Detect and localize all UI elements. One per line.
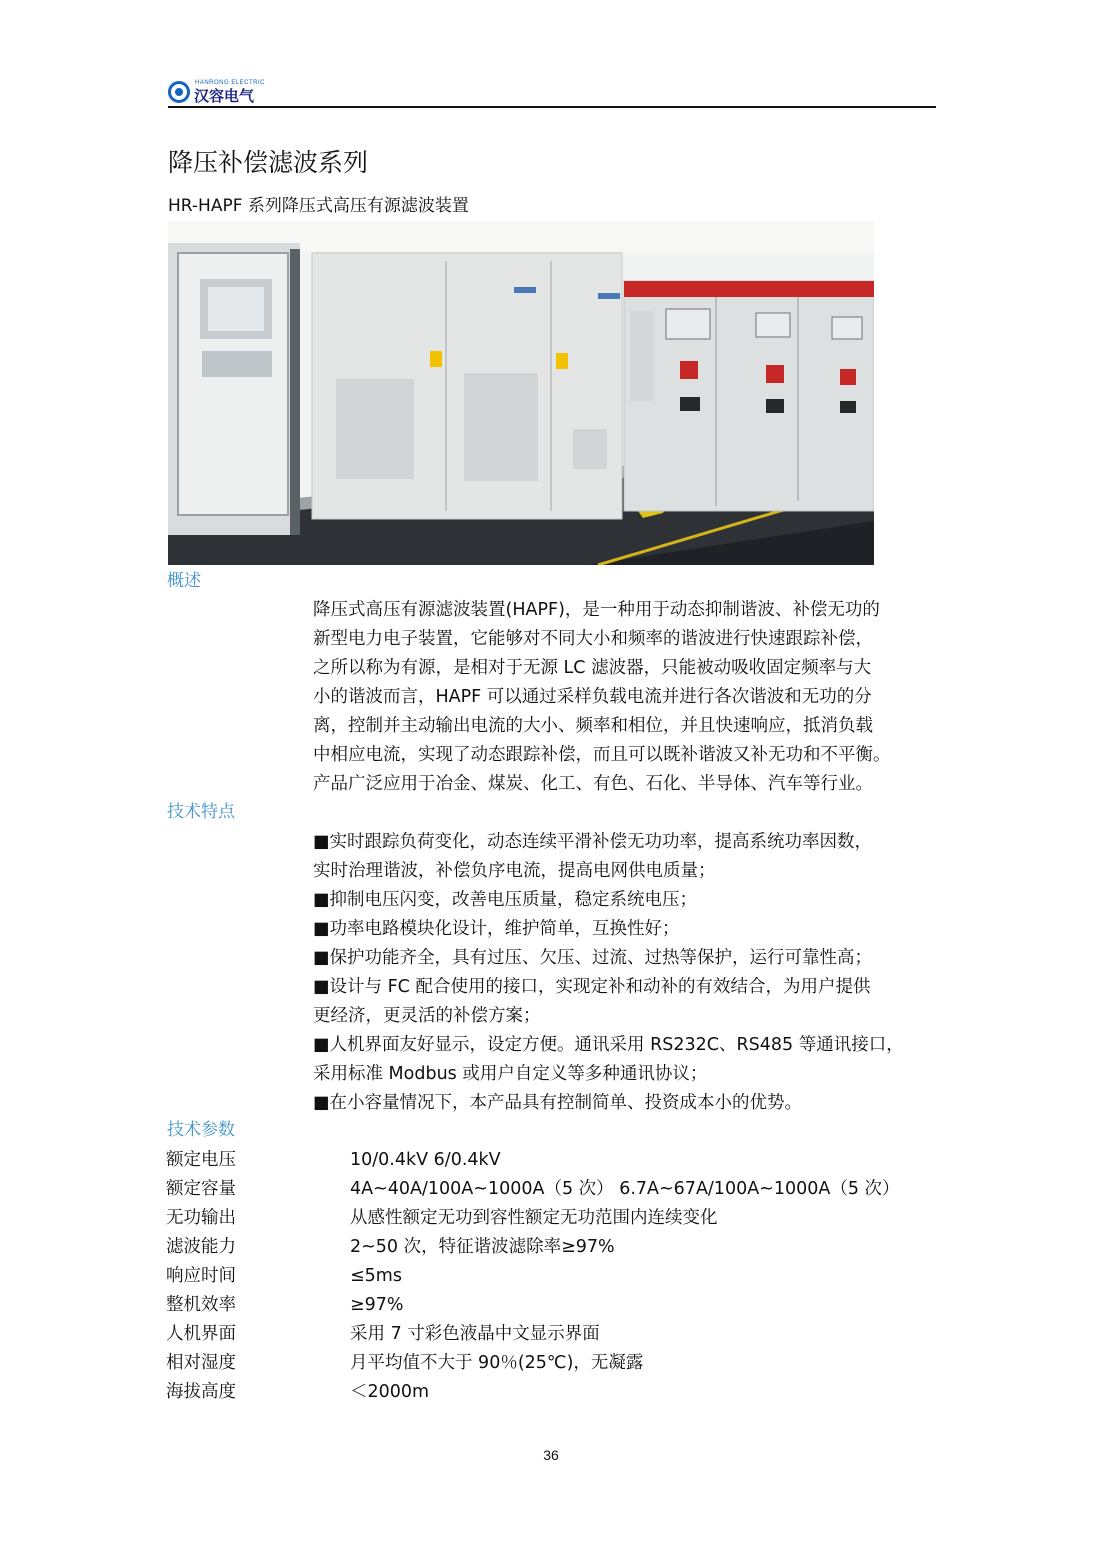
param-label: 无功输出 bbox=[166, 1208, 236, 1228]
param-label: 额定电压 bbox=[166, 1150, 236, 1170]
param-label: 滤波能力 bbox=[166, 1237, 236, 1257]
param-value: 月平均值不大于 90％(25℃)，无凝露 bbox=[350, 1353, 644, 1373]
page-number: 36 bbox=[543, 1447, 559, 1463]
logo-english-text: HANRONG ELECTRIC bbox=[195, 80, 266, 86]
param-label: 响应时间 bbox=[166, 1266, 236, 1286]
logo-chinese-text: 汉容电气 bbox=[194, 87, 255, 105]
overview-line: 小的谐波而言，HAPF 可以通过采样负载电流并进行各次谐波和无功的分 bbox=[313, 687, 872, 707]
param-label: 人机界面 bbox=[166, 1324, 236, 1344]
feature-line: ■保护功能齐全，具有过压、欠压、过流、过热等保护，运行可靠性高； bbox=[313, 948, 873, 968]
feature-line: ■设计与 FC 配合使用的接口，实现定补和动补的有效结合，为用户提供 bbox=[313, 977, 871, 997]
header-divider bbox=[168, 106, 936, 108]
page-title: 降压补偿滤波系列 bbox=[168, 148, 369, 177]
logo-circle-icon bbox=[168, 81, 190, 103]
param-label: 整机效率 bbox=[166, 1295, 236, 1315]
feature-line: ■抑制电压闪变，改善电压质量，稳定系统电压； bbox=[313, 890, 698, 910]
product-photo bbox=[168, 221, 874, 565]
param-label: 海拔高度 bbox=[166, 1382, 236, 1402]
feature-line: ■人机界面友好显示，设定方便。通讯采用 RS232C、RS485 等通讯接口， bbox=[313, 1035, 904, 1055]
overview-line: 降压式高压有源滤波装置(HAPF)，是一种用于动态抑制谐波、补偿无功的 bbox=[313, 600, 880, 620]
overview-paragraph bbox=[313, 596, 938, 799]
params-heading: 技术参数 bbox=[167, 1120, 235, 1140]
param-value: ≥97% bbox=[350, 1295, 404, 1315]
param-value: 从感性额定无功到容性额定无功范围内连续变化 bbox=[350, 1208, 718, 1228]
param-label: 额定容量 bbox=[166, 1179, 236, 1199]
feature-line: ■功率电路模块化设计，维护简单，互换性好； bbox=[313, 919, 680, 939]
param-value: 2~50 次，特征谐波滤除率≥97% bbox=[350, 1237, 615, 1257]
feature-line: ■在小容量情况下，本产品具有控制简单、投资成本小的优势。 bbox=[313, 1093, 803, 1113]
param-label: 相对湿度 bbox=[166, 1353, 236, 1373]
features-heading: 技术特点 bbox=[167, 802, 235, 822]
feature-line: 采用标准 Modbus 或用户自定义等多种通讯协议； bbox=[313, 1064, 708, 1084]
product-subtitle: HR-HAPF 系列降压式高压有源滤波装置 bbox=[168, 196, 469, 216]
overview-line: 产品广泛应用于冶金、煤炭、化工、有色、石化、半导体、汽车等行业。 bbox=[313, 774, 873, 794]
page-header bbox=[168, 78, 936, 108]
param-value: ≤5ms bbox=[350, 1266, 402, 1286]
param-value: 采用 7 寸彩色液晶中文显示界面 bbox=[350, 1324, 600, 1344]
feature-line: 更经济，更灵活的补偿方案； bbox=[313, 1006, 541, 1026]
param-value: ＜2000m bbox=[350, 1382, 430, 1402]
features-list bbox=[313, 828, 938, 1118]
param-value: 10/0.4kV 6/0.4kV bbox=[350, 1150, 501, 1170]
feature-line: 实时治理谐波，补偿负序电流，提高电网供电质量； bbox=[313, 861, 716, 881]
overview-heading: 概述 bbox=[167, 571, 201, 591]
overview-line: 之所以称为有源，是相对于无源 LC 滤波器，只能被动吸收固定频率与大 bbox=[313, 658, 872, 678]
overview-line: 中相应电流，实现了动态跟踪补偿，而且可以既补谐波又补无功和不平衡。 bbox=[313, 745, 891, 765]
feature-line: ■实时跟踪负荷变化，动态连续平滑补偿无功功率，提高系统功率因数， bbox=[313, 832, 873, 852]
overview-line: 离，控制并主动输出电流的大小、频率和相位，并且快速响应，抵消负载 bbox=[313, 716, 873, 736]
overview-line: 新型电力电子装置，它能够对不同大小和频率的谐波进行快速跟踪补偿， bbox=[313, 629, 873, 649]
param-value: 4A~40A/100A~1000A（5 次） 6.7A~67A/100A~1000A（5 次） bbox=[350, 1179, 900, 1199]
company-logo bbox=[168, 78, 268, 106]
